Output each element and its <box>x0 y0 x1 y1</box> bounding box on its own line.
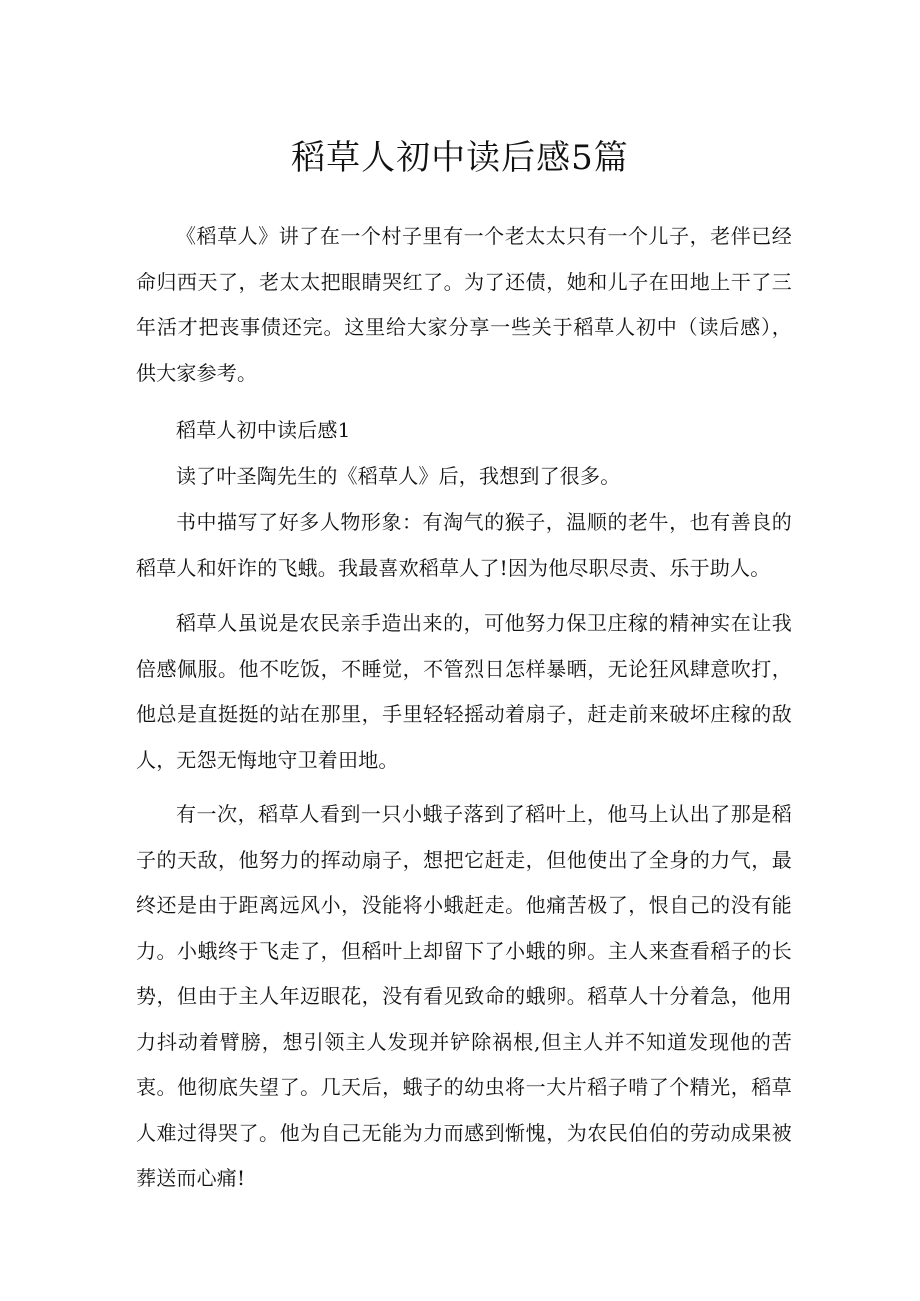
body-paragraph-3: 稻草人虽说是农民亲手造出来的，可他努力保卫庄稼的精神实在让我倍感佩服。他不吃饭，不睡觉，不管烈日怎样暴晒，无论狂风肆意吹打，他总是直挺挺的站在那里，手里轻轻摇动着扇子，赶走前来破坏庄稼的敌人，无怨无悔地守卫着田地。 <box>136 611 792 772</box>
body-paragraph-2: 书中描写了好多人物形象：有淘气的猴子，温顺的老牛，也有善良的稻草人和奸诈的飞蛾。我最喜欢稻草人了!因为他尽职尽责、乐于助人。 <box>136 510 792 580</box>
intro-paragraph: 《稻草人》讲了在一个村子里有一个老太太只有一个儿子，老伴已经命归西天了，老太太把眼睛哭红了。为了还债，她和儿子在田地上干了三年活才把丧事债还完。这里给大家分享一些关于稻草人初中（读后感），供大家参考。 <box>136 224 792 385</box>
body-paragraph-4: 有一次，稻草人看到一只小蛾子落到了稻叶上，他马上认出了那是稻子的天敌，他努力的挥动扇子，想把它赶走，但他使出了全身的力气，最终还是由于距离远风小，没能将小蛾赶走。他痛苦极了，恨自己的没有能力。小蛾终于飞走了，但稻叶上却留下了小蛾的卵。主人来查看稻子的长势，但由于主人年迈眼花，没有看见致命的蛾卵。稻草人十分着急，他用力抖动着臂膀，想引领主人发现并铲除祸根,但主人并不知道发现他的苦衷。他彻底失望了。几天后，蛾子的幼虫将一大片稻子啃了个精光，稻草人难过得哭了。他为自己无能为力而感到惭愧，为农民伯伯的劳动成果被葬送而心痛! <box>136 802 792 1190</box>
document-title: 稻草人初中读后感5篇 <box>291 138 629 178</box>
section-heading: 稻草人初中读后感1 <box>176 418 351 442</box>
body-paragraph-1: 读了叶圣陶先生的《稻草人》后，我想到了很多。 <box>176 464 621 488</box>
